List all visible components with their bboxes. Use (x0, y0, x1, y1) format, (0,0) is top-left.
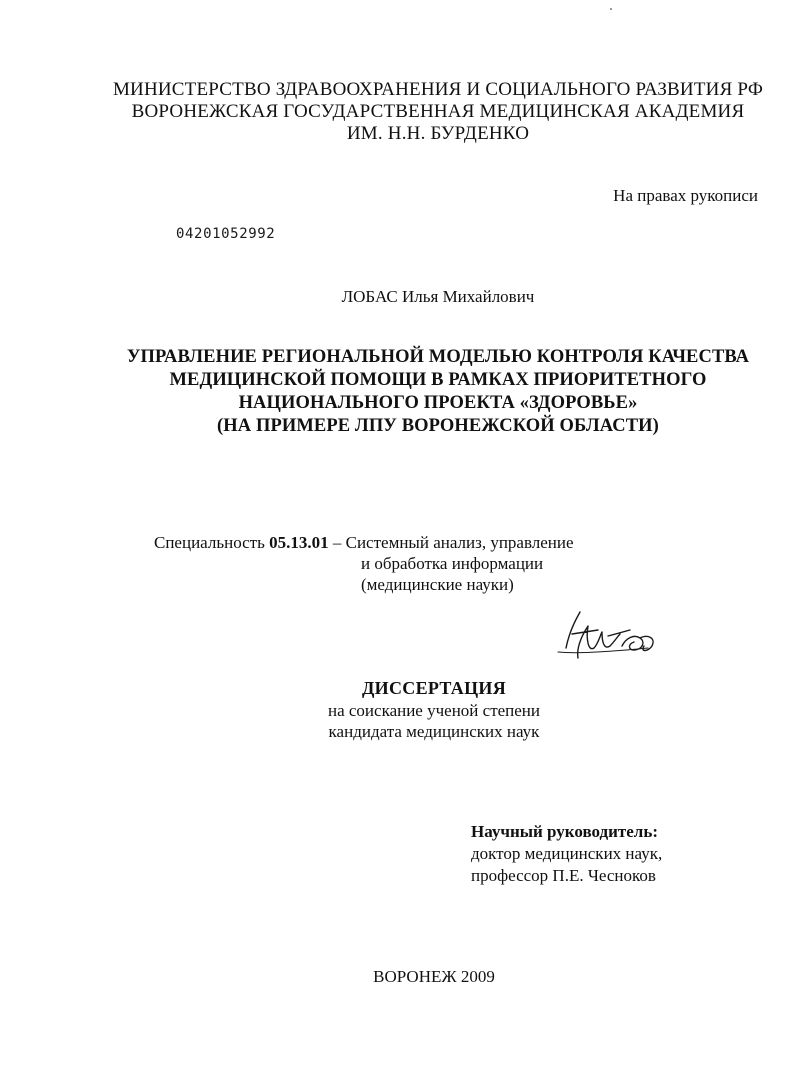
catalog-number: 04201052992 (176, 226, 276, 242)
specialty-code: 05.13.01 (269, 533, 329, 552)
city-year: ВОРОНЕЖ 2009 (373, 967, 495, 986)
specialty-dash: – (332, 533, 342, 552)
institution-line: ИМ. Н.Н. БУРДЕНКО (346, 123, 530, 144)
advisor-heading: Научный руководитель: (471, 822, 658, 841)
author-name: ЛОБАС Илья Михайлович (341, 287, 535, 306)
advisor-line: доктор медицинских наук, (471, 844, 663, 863)
institution-line: ВОРОНЕЖСКАЯ ГОСУДАРСТВЕННАЯ МЕДИЦИНСКАЯ АКАДЕМИЯ (131, 101, 745, 122)
dissertation-title (60, 346, 798, 438)
rights-note: На правах рукописи (613, 186, 758, 205)
institution-header (60, 79, 798, 145)
scan-speck (610, 8, 612, 10)
signature-mark (548, 608, 668, 668)
title-line: УПРАВЛЕНИЕ РЕГИОНАЛЬНОЙ МОДЕЛЬЮ КОНТРОЛЯ КАЧЕСТВА (126, 347, 750, 367)
title-line: (НА ПРИМЕРЕ ЛПУ ВОРОНЕЖСКОЙ ОБЛАСТИ) (217, 416, 659, 436)
title-line: НАЦИОНАЛЬНОГО ПРОЕКТА «ЗДОРОВЬЕ» (238, 393, 638, 413)
advisor-line: профессор П.Е. Чесноков (471, 866, 656, 885)
title-line: МЕДИЦИНСКОЙ ПОМОЩИ В РАМКАХ ПРИОРИТЕТНОГО (169, 370, 707, 390)
specialty-line: и обработка информации (361, 554, 544, 573)
specialty-line: (медицинские науки) (361, 575, 514, 594)
dissertation-block (0, 676, 798, 742)
specialty-label: Специальность (154, 533, 265, 552)
institution-line: МИНИСТЕРСТВО ЗДРАВООХРАНЕНИЯ И СОЦИАЛЬНОГО РАЗВИТИЯ РФ (112, 79, 764, 100)
specialty-line: Системный анализ, управление (345, 533, 574, 552)
dissertation-heading: ДИССЕРТАЦИЯ (361, 678, 506, 698)
dissertation-line: кандидата медицинских наук (328, 722, 540, 741)
advisor-block (471, 821, 662, 887)
specialty-block (154, 532, 574, 595)
dissertation-line: на соискание ученой степени (327, 701, 541, 720)
